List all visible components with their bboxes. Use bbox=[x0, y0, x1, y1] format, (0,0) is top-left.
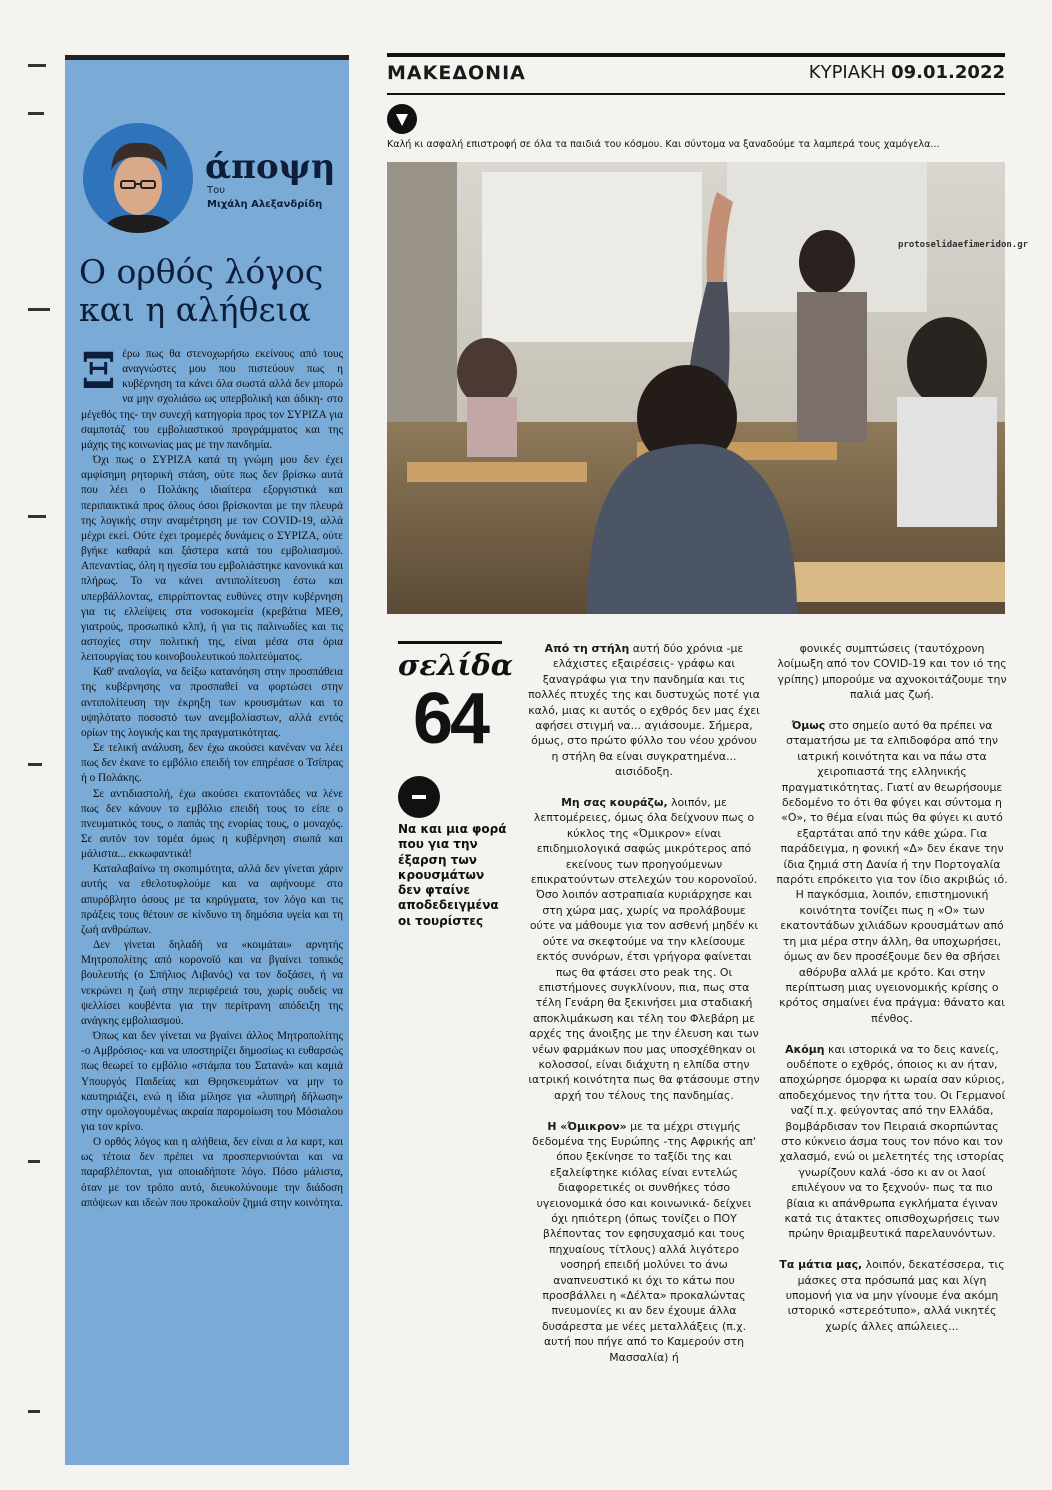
margin-mark bbox=[28, 64, 46, 67]
opinion-paragraph: Καθ' αναλογία, να δείξω κατανόηση στην προσπάθεια της κυβέρνησης να προσπαθεί να φορτώσει στην αντιπολίτευση την έκρηξη των κρουσμάτων και το υψηλότατο ποσοστό των ανεμβολίαστων, αλλά εντός ορίων της λογικής και της πραγματικότητας. bbox=[81, 666, 343, 739]
opinion-title-line: Ο ορθός λόγος bbox=[79, 252, 324, 291]
opinion-body bbox=[81, 341, 343, 1211]
watermark: protoselidaefimeridon.gr bbox=[898, 240, 1029, 250]
margin-mark bbox=[28, 112, 44, 115]
section-label: άποψη bbox=[205, 147, 336, 187]
photo-caption: Καλή κι ασφαλή επιστροφή σε όλα τα παιδιά του κόσμου. Και σύντομα να ξαναδούμε τα λαμπερά τους χαμόγελα... bbox=[387, 139, 940, 150]
opinion-paragraph: Ο ορθός λόγος και η αλήθεια, δεν είναι α λα καρτ, και ως τέτοια δεν πρέπει να προσπερνιούνται και να παραβλέπονται, για οποιαδήποτε λόγο. Πόσο μάλιστα, όταν με τον τρόπο αυτό, διευκολύνουμε την διάδοση απόψεων και ιδεών που προκαλούν ζημιά στην κοινότητα. bbox=[81, 1136, 343, 1209]
opinion-title bbox=[79, 253, 341, 329]
article-column-1 bbox=[528, 641, 760, 1380]
opinion-title-line: και η αλήθεια bbox=[79, 290, 311, 329]
opinion-top-rule bbox=[65, 55, 349, 60]
opinion-paragraph: Σε τελική ανάλυση, δεν έχω ακούσει κανέναν να λέει πως δεν έκανε το εμβόλιο επειδή τον επηρέασε ο Τσίπρας ή ο Πολάκης. bbox=[81, 742, 343, 785]
article-column-2 bbox=[776, 641, 1008, 1350]
article-paragraph: Τα μάτια μας, λοιπόν, δεκατέσσερα, τις μάσκες στα πρόσωπά μας και λίγη υπομονή για να μην γίνουμε ένα ακόμη ιστορικό «στερεότυπο», αλλά νικητές χωρίς άλλες απώλειες... bbox=[779, 1258, 1005, 1333]
margin-mark bbox=[28, 515, 46, 518]
selida-rule bbox=[398, 641, 502, 644]
margin-mark bbox=[28, 763, 42, 766]
selida-text: Να και μια φορά που για την έξαρση των κρουσμάτων δεν φταίνε αποδεδειγμένα οι τουρίστες bbox=[398, 822, 507, 928]
opinion-paragraph: Σε αντιδιαστολή, έχω ακούσει εκατοντάδες να λένε πως δεν κάνουν το εμβόλιο επειδή τους το είπε ο πνευματικός τους, ο παπάς της ενορίας τους, ο μοναχός. Σε αυτόν τον τομέα όμως η κυβέρνηση σιωπά και μάλιστα... εκκωφαντικά! bbox=[81, 787, 343, 861]
margin-mark bbox=[28, 1410, 40, 1413]
opinion-column bbox=[65, 55, 349, 1465]
newspaper-name: ΜΑΚΕΔΟΝΙΑ bbox=[387, 62, 526, 84]
issue-date-value: 09.01.2022 bbox=[891, 62, 1005, 83]
article-paragraph: Η «Όμικρον» με τα μέχρι στιγμής δεδομένα της Ευρώπης -της Αφρικής απ' όπου ξεκίνησε το ταξίδι της και εξαλείφτηκε κιόλας είναι εντελώς διαφορετικές οι συνθήκες τόσο υγειονομικά όσο και κοινωνικά- δείχνει όχι ηπιότερη (όπως τονίζει ο ΠΟΥ βλέποντας τον εφησυχασμό και τους πηχυαίους τίτλους) αλλά λιγότερο νοσηρή επειδή μολύνει το άνω αναπνευστικό κι όχι το κάτω που προσβάλλει η «Δέλτα» προκαλώντας πνευμονίες κι αν δεν έχουμε άλλα δυσάρεστα με νέες μεταλλάξεις (π.χ. αυτή που πήγε από το Καμερούν στη Μασσαλία) ή bbox=[532, 1119, 756, 1364]
byline-author: Μιχάλη Αλεξανδρίδη bbox=[207, 199, 323, 210]
masthead-top-rule bbox=[387, 53, 1005, 57]
margin-mark bbox=[28, 308, 50, 311]
drop-cap: Ξ bbox=[81, 341, 117, 400]
author-portrait bbox=[83, 123, 193, 233]
article-paragraph: Από τη στήλη αυτή δύο χρόνια -με ελάχιστες εξαιρέσεις- γράφω και ξαναγράφω για την πανδημία και τις πολλές πτυχές της και δυστυχώς ποτέ για καλό, μιας κι αυτός ο εχθρός δεν μας έχει αφήσει στιγμή να... αγιάσουμε. Σήμερα, όμως, στο πρώτο φύλλο του νέου χρόνου η στήλη θα είναι συγκρατημένα... αισιόδοξη. bbox=[528, 642, 760, 779]
article-paragraph: Ακόμη και ιστορικά να το δεις κανείς, ουδέποτε ο εχθρός, όποιος κι αν ήταν, αποχώρησε όμορφα κι ωραία σαν κύριος, αποδεχόμενος την ήττα του. Οι Γερμανοί ναζί π.χ. φεύγοντας από την Ελλάδα, βομβάρδισαν τον Πειραιά σκορπώντας στο κύκνειο άσμα τους τον πόνο και τον χαλασμό, ενώ οι μελετητές της ιστορίας γνωρίζουν καλά -όσο κι αν οι λαοί επιλέγουν να το ξεχνούν- πως τα πιο βίαια κι απάνθρωπα εγκλήματα έγιναν κατά τις άτακτες οπισθοχωρήσεις των πρώην θριαμβευτικά παρελαυνόντων. bbox=[778, 1042, 1006, 1241]
article-paragraph: Μη σας κουράζω, λοιπόν, με λεπτομέρειες, όμως όλα δείχνουν πως ο κύκλος της «Όμικρον» είναι επιδημιολογικά σαφώς μικρότερος από εκείνους των προηγούμενων επικρατούντων στελεχών του κορονοϊού. Όσο λοιπόν αστραπιαία κυριάρχησε και στη χώρα μας, χωρίς να προλάβουμε ούτε να μάθουμε για τον ασθενή μηδέν κι ούτε να σκεφτούμε να την κλείσουμε εκτός συνόρων, έτσι γρήγορα φαίνεται πως θα φτάσει στο peak της. Οι επιστήμονες συγκλίνουν, πια, πως στα τέλη Γενάρη θα ξεκινήσει μια σταδιακή αποκλιμάκωση και τέλη του Φλεβάρη με αρχές της άνοιξης με την έλευση και των νέων φαρμάκων που μας υποσχέθηκαν οι κολοσσοί, είναι διάχυτη η ελπίδα στην ιατρική κοινότητα πως θα φτάσουμε στην αρχή του τέλους της πανδημίας. bbox=[528, 796, 760, 1102]
issue-date bbox=[760, 62, 1005, 83]
opinion-paragraph: Όπως και δεν γίνεται να βγαίνει άλλος Μητροπολίτης -ο Αμβρόσιος- και να υποστηρίζει δημοσίως κι ευθαρσώς πως θεωρεί το εμβόλιο «στάμπα του Σατανά» και καμιά Υπουργός Παιδείας και Θρησκευμάτων να μην το καυτηριάζει, ενώ η ίδια μίλησε για «λυπηρή δήλωση» στην ομολογουμένως ακραία παρομοίωση του Μόσιαλου για τον κρίνο. bbox=[81, 1030, 343, 1133]
selida-label: σελίδα bbox=[398, 648, 514, 682]
masthead-bottom-rule bbox=[387, 93, 1005, 95]
opinion-paragraph: Δεν γίνεται δηλαδή να «κοιμάται» αρνητής Μητροπολίτης από κορονοϊό και να βγαίνει τοπικός βουλευτής (ο Σπήλιος Λιβανός) να τον δοξάσει, ή να νεκρώνει η ζωή στην περιφέρειά του, χωρίς ουδείς να ψελλίσει κουβέντα για την περίτρανη απόδειξη της ανάγκης εμβολιασμού. bbox=[81, 939, 343, 1027]
byline-prefix: Του bbox=[207, 185, 226, 196]
opinion-paragraph: Καταλαβαίνω τη σκοπιμότητα, αλλά δεν γίνεται χάριν αυτής να εθελοτυφλούμε και να αφήνουμε στο απυρόβλητο όσους με τα κηρύγματα, τον λόγο και τις πράξεις τους θέτουν σε κίνδυνο τη δημόσια υγεία και τη ζωή ανθρώπων. bbox=[81, 863, 343, 936]
minus-icon bbox=[398, 776, 440, 818]
opinion-paragraph: Όχι πως ο ΣΥΡΙΖΑ κατά τη γνώμη μου δεν έχει αμφίσημη ρητορική στάση, ούτε πως δεν βρίσκω αυτά που λέει ο Πολάκης ιδιαίτερα εξοργιστικά και περιπαικτικά προς όλους όσοι βρίσκονται με την πλευρά της λογικής στην αναμέτρηση με τον COVID-19, αλλά μέχρι εκεί. Ούτε έχει τρομερές δυνάμεις ο ΣΥΡΙΖΑ, ούτε βγήκε καθαρά και ξάστερα κατά του εμβολιασμού. Απεναντίας, όλη η ηγεσία του εμβολιάστηκε κανονικά και πλήρως. Το να κάνει αντιπολίτευση έστω και υπερβάλλοντας, επιρρίπτοντας ευθύνες στην κυβέρνηση για τις ελλείψεις στα νοσοκομεία (κρεβάτια ΜΕΘ, γιατρούς, προσωπικό κλπ), ή για τις παλινωδίες και τις αστοχίες στην πολιτική της, είναι μέσα στα όρια λειτουργίας του κοινοβουλευτικού πολιτεύματος. bbox=[81, 454, 343, 664]
margin-mark bbox=[28, 1160, 40, 1163]
classroom-photo bbox=[387, 162, 1005, 614]
article-paragraph: Όμως στο σημείο αυτό θα πρέπει να σταματήσω με τα ελπιδοφόρα από την ιατρική κοινότητα και να πάω στα χειροπιαστά της ελληνικής πραγματικότητας. Γιατί αν θεωρήσουμε δεδομένο το ότι θα φύγει και σύντομα η «Ο», το θέμα είναι πώς θα φύγει κι αυτό εξαρτάται από την κάθε χώρα. Για παράδειγμα, η φονική «Δ» δεν έκανε την ίδια ζημιά στη Δανία ή την Πορτογαλία παρότι επρόκειτο για τον ίδιο ακριβώς ιό. Η παγκόσμια, λοιπόν, επιστημονική κοινότητα τονίζει πως η «Ο» των εκατοντάδων χιλιάδων κρουσμάτων από τη μια μέρα στην άλλη, θα υποχωρήσει, όμως αν δεν προσέξουμε δεν θα σβήσει αθόρυβα αλλά με κρότο. Και στην περίπτωση μιας υγειονομικής κρίσης ο κρότος σημαίνει ένα πράγμα: θάνατο και πένθος. bbox=[776, 719, 1008, 1025]
opinion-paragraph: Ξέρω πως θα στενοχωρήσω εκείνους από τους αναγνώστες μου που πιστεύουν πως η κυβέρνηση τα κάνει όλα σωστά αλλά δεν μπορώ να μην σχολιάσω ως υπερβολική και άδικη- στο μέγεθός της- την συνεχή κατηγορία προς τον ΣΥΡΙΖΑ για σαμποτάζ του εμβολιαστικού προγράμματος και της μάχης της κοινωνίας μας με την πανδημία. bbox=[81, 341, 343, 451]
page-number: 64 bbox=[412, 679, 488, 759]
article-paragraph: φονικές συμπτώσεις (ταυτόχρονη λοίμωξη από τον COVID-19 και τον ιό της γρίπης) μπορούμε να αχνοκοιτάζουμε την παλιά μας ζωή. bbox=[777, 642, 1007, 702]
chevron-down-icon bbox=[387, 104, 417, 134]
issue-day: ΚΥΡΙΑΚΗ bbox=[808, 62, 886, 83]
